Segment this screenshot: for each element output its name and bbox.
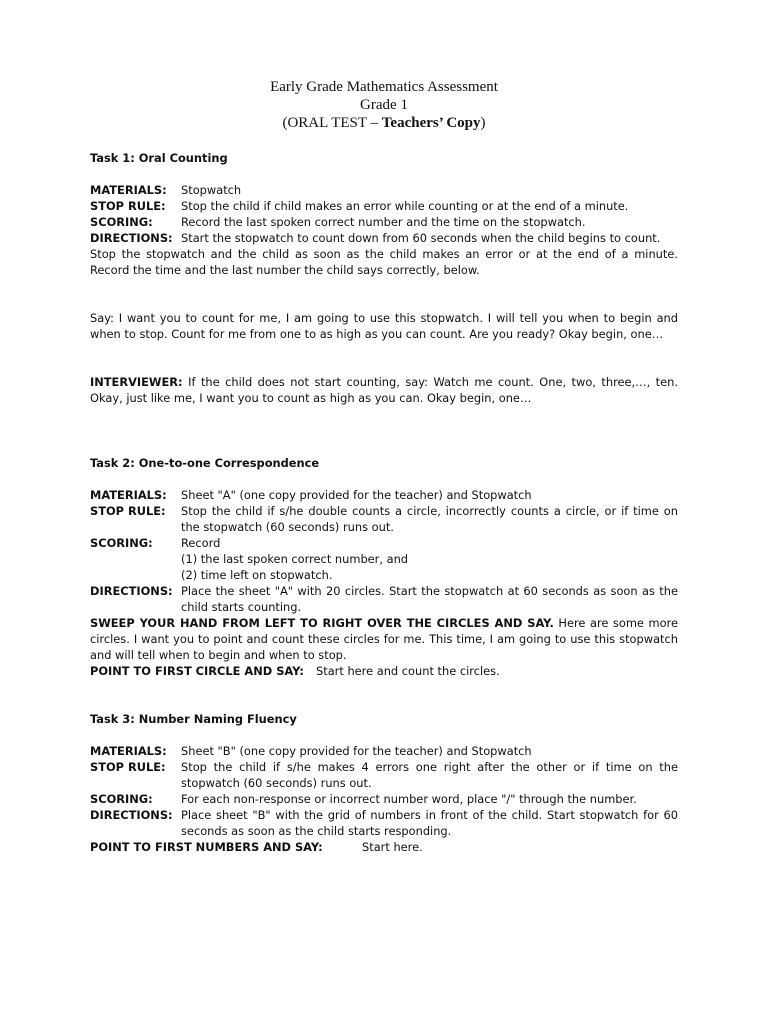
header-title: Early Grade Mathematics Assessment: [270, 79, 498, 95]
document-header: [0, 78, 768, 132]
task1-stop-rule-row: STOP RULE: Stop the child if child makes an error while counting or at the end of a minute.: [90, 199, 629, 213]
task3-section: [90, 711, 678, 727]
task1-note: Stop the stopwatch and the child as soon as the child makes an error or at the end of a minute. Record the time and the last number the child says correctly, below.: [90, 247, 678, 277]
task3-stop-rule-row: STOP RULE: Stop the child if s/he makes 4 errors one right after the other or if time on the stopwatch (60 seconds) runs out.: [90, 760, 678, 790]
task2-details: [90, 487, 678, 679]
header-grade: Grade 1: [360, 97, 408, 113]
task2-section: [90, 455, 678, 471]
task3-details: [90, 743, 678, 855]
header-subtitle: (ORAL TEST – Teachers’ Copy): [282, 115, 486, 131]
task2-sweep-paragraph: SWEEP YOUR HAND FROM LEFT TO RIGHT OVER THE CIRCLES AND SAY. Here are some more circles. I want you to point and count these circles for me. This time, I am going to use this stopwatch and will tell when to begin and when to stop.: [90, 616, 678, 662]
task1-scoring-row: SCORING: Record the last spoken correct number and the time on the stopwatch.: [90, 215, 586, 229]
task2-stop-rule-row: STOP RULE: Stop the child if s/he double counts a circle, incorrectly counts a circle, or if time on the stopwatch (60 seconds) runs out.: [90, 504, 678, 534]
task3-point-line: POINT TO FIRST NUMBERS AND SAY: Start here.: [90, 840, 423, 854]
task1-heading: Task 1: Oral Counting: [90, 151, 228, 165]
task2-point-line: POINT TO FIRST CIRCLE AND SAY: Start here and count the circles.: [90, 664, 500, 678]
task3-materials-row: MATERIALS: Sheet "B" (one copy provided for the teacher) and Stopwatch: [90, 744, 532, 758]
task1-section: [90, 150, 678, 166]
task3-directions-row: DIRECTIONS: Place sheet "B" with the grid of numbers in front of the child. Start stopwatch for 60 seconds as soon as the child starts responding.: [90, 808, 678, 838]
task1-directions-row: DIRECTIONS: Start the stopwatch to count down from 60 seconds when the child begins to count.: [90, 231, 661, 245]
task1-materials-row: MATERIALS: Stopwatch: [90, 183, 242, 197]
task2-scoring-row: SCORING: Record (1) the last spoken correct number, and (2) time left on stopwatch.: [90, 536, 409, 582]
task3-scoring-row: SCORING: For each non-response or incorrect number word, place "/" through the number.: [90, 792, 637, 806]
task2-heading: Task 2: One-to-one Correspondence: [90, 456, 320, 470]
task1-details: [90, 182, 678, 278]
task2-materials-row: MATERIALS: Sheet "A" (one copy provided for the teacher) and Stopwatch: [90, 488, 532, 502]
task1-say-paragraph: Say: I want you to count for me, I am going to use this stopwatch. I will tell you when to begin and when to stop. Count for me from one to as high as you can count. Are you ready? Okay begin, one…: [90, 311, 678, 341]
task2-directions-row: DIRECTIONS: Place the sheet "A" with 20 circles. Start the stopwatch at 60 seconds as soon as the child starts counting.: [90, 584, 678, 614]
task3-heading: Task 3: Number Naming Fluency: [90, 712, 297, 726]
task1-interviewer-paragraph: INTERVIEWER: If the child does not start counting, say: Watch me count. One, two, three,…, ten. Okay, just like me, I want you to count as high as you can. Okay begin, one…: [90, 375, 678, 405]
